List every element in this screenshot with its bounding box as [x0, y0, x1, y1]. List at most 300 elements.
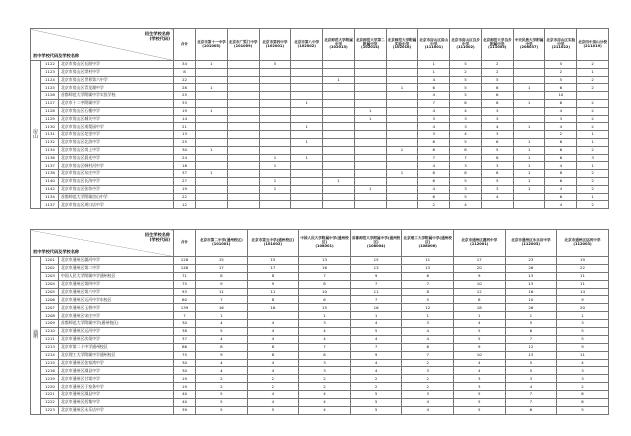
quota-cell [227, 92, 259, 100]
quota-cell: 5 [450, 193, 482, 201]
quota-cell: 1 [196, 146, 228, 154]
quota-cell: 5 [557, 335, 609, 343]
quota-cell: 1 [505, 312, 557, 320]
quota-cell: 3 [557, 367, 609, 375]
quota-cell: 5 [350, 391, 402, 399]
quota-cell: 6 [402, 272, 454, 280]
quota-cell: 1 [354, 115, 386, 123]
quota-cell: 5 [557, 328, 609, 336]
quota-cell: 15 [299, 304, 351, 312]
quota-cell: 3 [481, 115, 513, 123]
quota-cell: 4 [350, 359, 402, 367]
quota-cell: 1 [513, 185, 545, 193]
quota-cell: 8 [481, 99, 513, 107]
table-row [31, 76, 609, 84]
quota-cell: 8 [450, 170, 482, 178]
row-total: 34 [174, 61, 196, 69]
quota-cell: 6 [418, 84, 450, 92]
quota-cell [291, 76, 323, 84]
school-name: 首都师范大学附属中学(通州校区) [59, 320, 174, 328]
quota-cell [259, 68, 291, 76]
quota-cell [291, 61, 323, 69]
quota-cell: 11 [402, 257, 454, 265]
school-code: 1134 [41, 146, 59, 154]
quota-cell: 20 [453, 264, 505, 272]
quota-cell: 2 [577, 84, 609, 92]
quota-cell: 5 [453, 399, 505, 407]
column-header [577, 29, 609, 61]
quota-cell: 4 [418, 107, 450, 115]
quota-cell: 4 [196, 335, 248, 343]
quota-cell [354, 76, 386, 84]
quota-cell: 6 [505, 406, 557, 414]
total-header: 合计 [174, 29, 196, 61]
table-row [31, 335, 609, 343]
table-row [31, 391, 609, 399]
table-row [31, 99, 609, 107]
quota-cell: 1 [259, 177, 291, 185]
quota-cell: 4 [402, 406, 454, 414]
column-school-name: 北京市通州区运河中学 [564, 238, 601, 243]
school-code: 1125 [41, 84, 59, 92]
quota-cell [227, 146, 259, 154]
quota-cell: 6 [545, 193, 577, 201]
column-header [196, 29, 228, 61]
quota-cell: 15 [196, 257, 248, 265]
quota-cell [323, 61, 355, 69]
quota-cell: 9 [453, 343, 505, 351]
table-row [31, 288, 609, 296]
quota-cell: 5 [259, 61, 291, 69]
table-row [31, 185, 609, 193]
quota-cell: 8 [247, 272, 299, 280]
quota-cell: 4 [299, 399, 351, 407]
column-school-name: 北京市第二中学(通州校区) [199, 238, 243, 243]
column-school-name: 北京四中房山分校 [578, 39, 607, 44]
quota-cell: 11 [247, 288, 299, 296]
quota-cell: 16 [247, 304, 299, 312]
quota-cell [227, 84, 259, 92]
quota-cell: 6 [545, 177, 577, 185]
quota-cell [323, 193, 355, 201]
row-total: 40 [174, 391, 196, 399]
quota-cell: 5 [453, 335, 505, 343]
quota-cell [291, 146, 323, 154]
quota-cell: 4 [450, 131, 482, 139]
quota-cell: 8 [196, 343, 248, 351]
table-row [31, 123, 609, 131]
column-school-code: (208037) [519, 45, 539, 50]
school-code: 1203 [41, 272, 59, 280]
quota-cell [196, 76, 228, 84]
school-code: 1204 [41, 280, 59, 288]
quota-cell: 1 [513, 154, 545, 162]
quota-cell: 11 [557, 280, 609, 288]
school-name: 北京市第二十中学通州校区 [59, 343, 174, 351]
column-school-name: 北京市广渠门中学 [228, 39, 258, 44]
school-code: 1207 [41, 304, 59, 312]
quota-cell: 5 [450, 61, 482, 69]
quota-cell [323, 185, 355, 193]
quota-cell: 5 [196, 391, 248, 399]
table-row [31, 367, 609, 375]
corner-top-label: 招生学校名称 [144, 31, 171, 36]
quota-cell [323, 138, 355, 146]
quota-cell: 2 [450, 68, 482, 76]
quota-cell: 10 [453, 351, 505, 359]
column-school-code: (102016) [392, 45, 412, 50]
quota-cell: 2 [196, 375, 248, 383]
row-total: 24 [174, 154, 196, 162]
school-name: 北京市通州区运河中学 [59, 328, 174, 336]
quota-cell [386, 99, 418, 107]
school-code: 1137 [41, 162, 59, 170]
table-row [31, 280, 609, 288]
quota-cell: 7 [402, 351, 454, 359]
quota-cell: 2 [196, 383, 248, 391]
school-code: 1131 [41, 131, 59, 139]
quota-cell [386, 115, 418, 123]
quota-cell [291, 170, 323, 178]
quota-cell: 2 [557, 383, 609, 391]
quota-cell [291, 185, 323, 193]
quota-cell [513, 61, 545, 69]
quota-cell: 4 [247, 328, 299, 336]
column-header [291, 29, 323, 61]
quota-cell: 2 [577, 123, 609, 131]
quota-cell: 9 [557, 343, 609, 351]
column-school-code: (101002) [263, 242, 283, 246]
quota-cell: 1 [196, 107, 228, 115]
quota-cell: 4 [481, 123, 513, 131]
quota-cell [247, 312, 299, 320]
column-school-code: (112003) [573, 242, 592, 246]
school-name: 北京市通州区潞河中学 [59, 257, 174, 265]
quota-cell: 7 [350, 280, 402, 288]
quota-cell [291, 177, 323, 185]
quota-cell: 1 [513, 138, 545, 146]
column-header [450, 29, 482, 61]
column-school-name: 北京市第八中学 [294, 39, 320, 44]
quota-cell: 1 [259, 162, 291, 170]
school-name: 北京市房山区城关中学 [59, 115, 174, 123]
quota-cell: 4 [247, 391, 299, 399]
row-total: 14 [174, 115, 196, 123]
quota-cell: 4 [418, 185, 450, 193]
quota-cell: 8 [247, 296, 299, 304]
quota-cell: 2 [247, 383, 299, 391]
column-school-name: 首都师范大学附属中学(通州校区) [351, 236, 401, 245]
column-header [354, 29, 386, 61]
school-code: 1123 [41, 68, 59, 76]
quota-cell: 1 [386, 146, 418, 154]
quota-cell: 4 [545, 185, 577, 193]
quota-cell: 2 [418, 201, 450, 209]
column-school-name: 北京师范大学第二附属中学 [355, 37, 385, 46]
column-header [402, 230, 454, 257]
quota-cell: 2 [577, 170, 609, 178]
column-school-name: 北京师范大学附属实验中学 [387, 37, 417, 46]
quota-cell [386, 193, 418, 201]
row-total: 37 [174, 170, 196, 178]
school-code: 1213 [41, 343, 59, 351]
table-row [31, 177, 609, 185]
school-name: 首都师范大学附属中学实验学校 [59, 92, 174, 100]
quota-cell: 1 [418, 61, 450, 69]
row-total: 8 [174, 68, 196, 76]
quota-cell [323, 84, 355, 92]
school-name: 北京市通州区第四中学 [59, 280, 174, 288]
quota-cell: 15 [247, 257, 299, 265]
quota-cell: 5 [247, 406, 299, 414]
total-header: 合计 [174, 230, 196, 257]
quota-cell: 6 [545, 99, 577, 107]
quota-cell: 7 [299, 272, 351, 280]
quota-cell: 16 [299, 264, 351, 272]
quota-cell: 5 [545, 61, 577, 69]
quota-cell: 3 [402, 367, 454, 375]
quota-cell [386, 201, 418, 209]
quota-cell: 1 [323, 76, 355, 84]
quota-cell [259, 123, 291, 131]
quota-cell: 23 [505, 257, 557, 265]
quota-cell: 3 [481, 185, 513, 193]
quota-cell: 4 [557, 359, 609, 367]
table-row [31, 193, 609, 201]
quota-cell: 6 [402, 343, 454, 351]
quota-cell: 1 [577, 138, 609, 146]
column-school-code: (101009) [234, 43, 253, 48]
quota-cell [354, 61, 386, 69]
quota-cell [513, 76, 545, 84]
row-total: 38 [174, 328, 196, 336]
column-school-name: 北京市房山区房山中学 [419, 37, 449, 46]
quota-cell: 9 [350, 351, 402, 359]
quota-cell: 26 [505, 304, 557, 312]
quota-cell [196, 201, 228, 209]
quota-cell [354, 84, 386, 92]
table-fangshan [30, 28, 609, 209]
quota-cell [259, 170, 291, 178]
school-name: 北京市通州区第二中学 [59, 264, 174, 272]
quota-cell: 9 [196, 280, 248, 288]
quota-cell: 2 [577, 146, 609, 154]
corner-bottom-label: 初中学校代码及学校名称 [33, 249, 80, 255]
column-school-name: 北京市第四中学 [262, 39, 288, 44]
table-row [31, 264, 609, 272]
quota-cell: 6 [481, 92, 513, 100]
quota-cell: 22 [557, 264, 609, 272]
quota-cell [323, 162, 355, 170]
quota-cell [227, 185, 259, 193]
school-name: 北京市通州区玉桥中学 [59, 304, 174, 312]
column-school-code: (112003) [521, 242, 541, 246]
quota-cell [354, 193, 386, 201]
quota-cell [259, 76, 291, 84]
school-name: 北京市房山区石楼中学 [59, 107, 174, 115]
quota-cell: 2 [402, 359, 454, 367]
row-total: 30 [174, 367, 196, 375]
table-body [31, 61, 609, 209]
quota-cell: 5 [505, 359, 557, 367]
quota-cell: 1 [196, 170, 228, 178]
row-total: 12 [174, 201, 196, 209]
quota-cell: 5 [453, 406, 505, 414]
quota-cell: 1 [291, 138, 323, 146]
quota-cell: 4 [418, 162, 450, 170]
quota-cell: 8 [402, 288, 454, 296]
quota-cell: 18 [453, 304, 505, 312]
quota-cell [481, 201, 513, 209]
quota-cell: 3 [505, 375, 557, 383]
quota-cell [323, 99, 355, 107]
column-header [259, 29, 291, 61]
table-row [31, 138, 609, 146]
table-body [31, 257, 609, 415]
quota-cell: 13 [505, 351, 557, 359]
table-row [31, 359, 609, 367]
school-name: 北京市通州区运河中学东校区 [59, 296, 174, 304]
quota-cell: 4 [247, 335, 299, 343]
quota-cell: 11 [196, 288, 248, 296]
quota-cell: 5 [450, 76, 482, 84]
column-header [545, 29, 577, 61]
school-name: 北京市房山区长沟中学 [59, 177, 174, 185]
quota-cell: 1 [196, 312, 248, 320]
quota-cell: 6 [481, 84, 513, 92]
quota-cell [291, 131, 323, 139]
quota-cell [323, 68, 355, 76]
quota-cell [196, 115, 228, 123]
quota-cell: 2 [299, 375, 351, 383]
quota-cell [354, 123, 386, 131]
column-school-code: (102014) [361, 45, 380, 50]
quota-cell [291, 201, 323, 209]
quota-cell [196, 68, 228, 76]
quota-cell: 5 [196, 328, 248, 336]
quota-cell: 8 [299, 280, 351, 288]
school-name: 北京市通州区西集中学 [59, 399, 174, 407]
corner-mid-label: (学校代码) [149, 36, 171, 41]
quota-cell [386, 154, 418, 162]
quota-cell [259, 84, 291, 92]
quota-cell [259, 115, 291, 123]
quota-cell: 4 [196, 320, 248, 328]
quota-cell: 9 [247, 280, 299, 288]
quota-cell [513, 131, 545, 139]
quota-cell [386, 185, 418, 193]
quota-cell [386, 162, 418, 170]
quota-cell [227, 177, 259, 185]
quota-cell: 6 [557, 399, 609, 407]
table-row [31, 154, 609, 162]
quota-cell: 1 [386, 170, 418, 178]
quota-cell: 4 [481, 193, 513, 201]
corner-mid-label: (学校代码) [149, 237, 171, 242]
quota-cell: 11 [350, 288, 402, 296]
school-name: 北京市房山区坨里中学 [59, 131, 174, 139]
row-total: 13 [174, 131, 196, 139]
quota-cell: 1 [513, 84, 545, 92]
quota-cell [513, 68, 545, 76]
quota-cell: 3 [450, 185, 482, 193]
quota-cell: 16 [505, 288, 557, 296]
quota-cell [513, 201, 545, 209]
quota-cell [386, 76, 418, 84]
quota-cell: 5 [450, 138, 482, 146]
quota-cell [323, 170, 355, 178]
quota-cell: 6 [557, 391, 609, 399]
column-school-name: 北京市第五中学(通州校区) [251, 238, 295, 243]
quota-cell [259, 138, 291, 146]
quota-cell: 5 [350, 328, 402, 336]
quota-cell [227, 61, 259, 69]
quota-cell [196, 162, 228, 170]
quota-cell: 1 [577, 131, 609, 139]
quota-cell: 4 [402, 335, 454, 343]
quota-cell: 8 [196, 272, 248, 280]
quota-cell [386, 92, 418, 100]
column-header [350, 230, 402, 257]
quota-cell: 4 [453, 367, 505, 375]
quota-cell: 4 [247, 399, 299, 407]
column-school-code: (108001) [315, 243, 334, 248]
quota-cell: 4 [418, 92, 450, 100]
quota-cell: 5 [481, 146, 513, 154]
quota-cell [291, 107, 323, 115]
table-header-row [31, 230, 609, 257]
column-school-code: (102001) [265, 43, 285, 48]
school-name: 北京市房山区晨光中学 [59, 154, 174, 162]
quota-cell: 4 [402, 399, 454, 407]
school-code: 1208 [41, 312, 59, 320]
quota-cell [354, 146, 386, 154]
quota-cell: 1 [402, 312, 454, 320]
quota-cell: 3 [450, 162, 482, 170]
school-code: 1201 [41, 257, 59, 265]
quota-cell [386, 107, 418, 115]
corner-header [31, 29, 174, 61]
quota-cell: 5 [402, 296, 454, 304]
school-name: 北京市通州区第六中学 [59, 288, 174, 296]
quota-cell: 6 [418, 177, 450, 185]
quota-cell: 1 [291, 99, 323, 107]
school-name: 北京市房山区青龙湖中学 [59, 84, 174, 92]
quota-cell [196, 193, 228, 201]
row-total: 39 [174, 406, 196, 414]
quota-cell: 3 [418, 131, 450, 139]
quota-cell: 8 [481, 170, 513, 178]
quota-cell: 13 [505, 280, 557, 288]
quota-cell [323, 115, 355, 123]
table-row [31, 107, 609, 115]
row-total: 37 [174, 335, 196, 343]
corner-bottom-label: 初中学校代码及学校名称 [33, 53, 80, 59]
quota-cell [386, 123, 418, 131]
table-row [31, 343, 609, 351]
column-school-name: 北京师范大学良乡附属中学 [482, 37, 512, 46]
quota-cell: 1 [577, 193, 609, 201]
quota-cell: 8 [247, 343, 299, 351]
school-name: 北京市房山区岗上中学 [59, 146, 174, 154]
column-header [323, 29, 355, 61]
table-row [31, 61, 609, 69]
quota-cell [354, 131, 386, 139]
quota-cell [227, 154, 259, 162]
quota-cell: 1 [354, 185, 386, 193]
table-row [31, 304, 609, 312]
table-row [31, 383, 609, 391]
